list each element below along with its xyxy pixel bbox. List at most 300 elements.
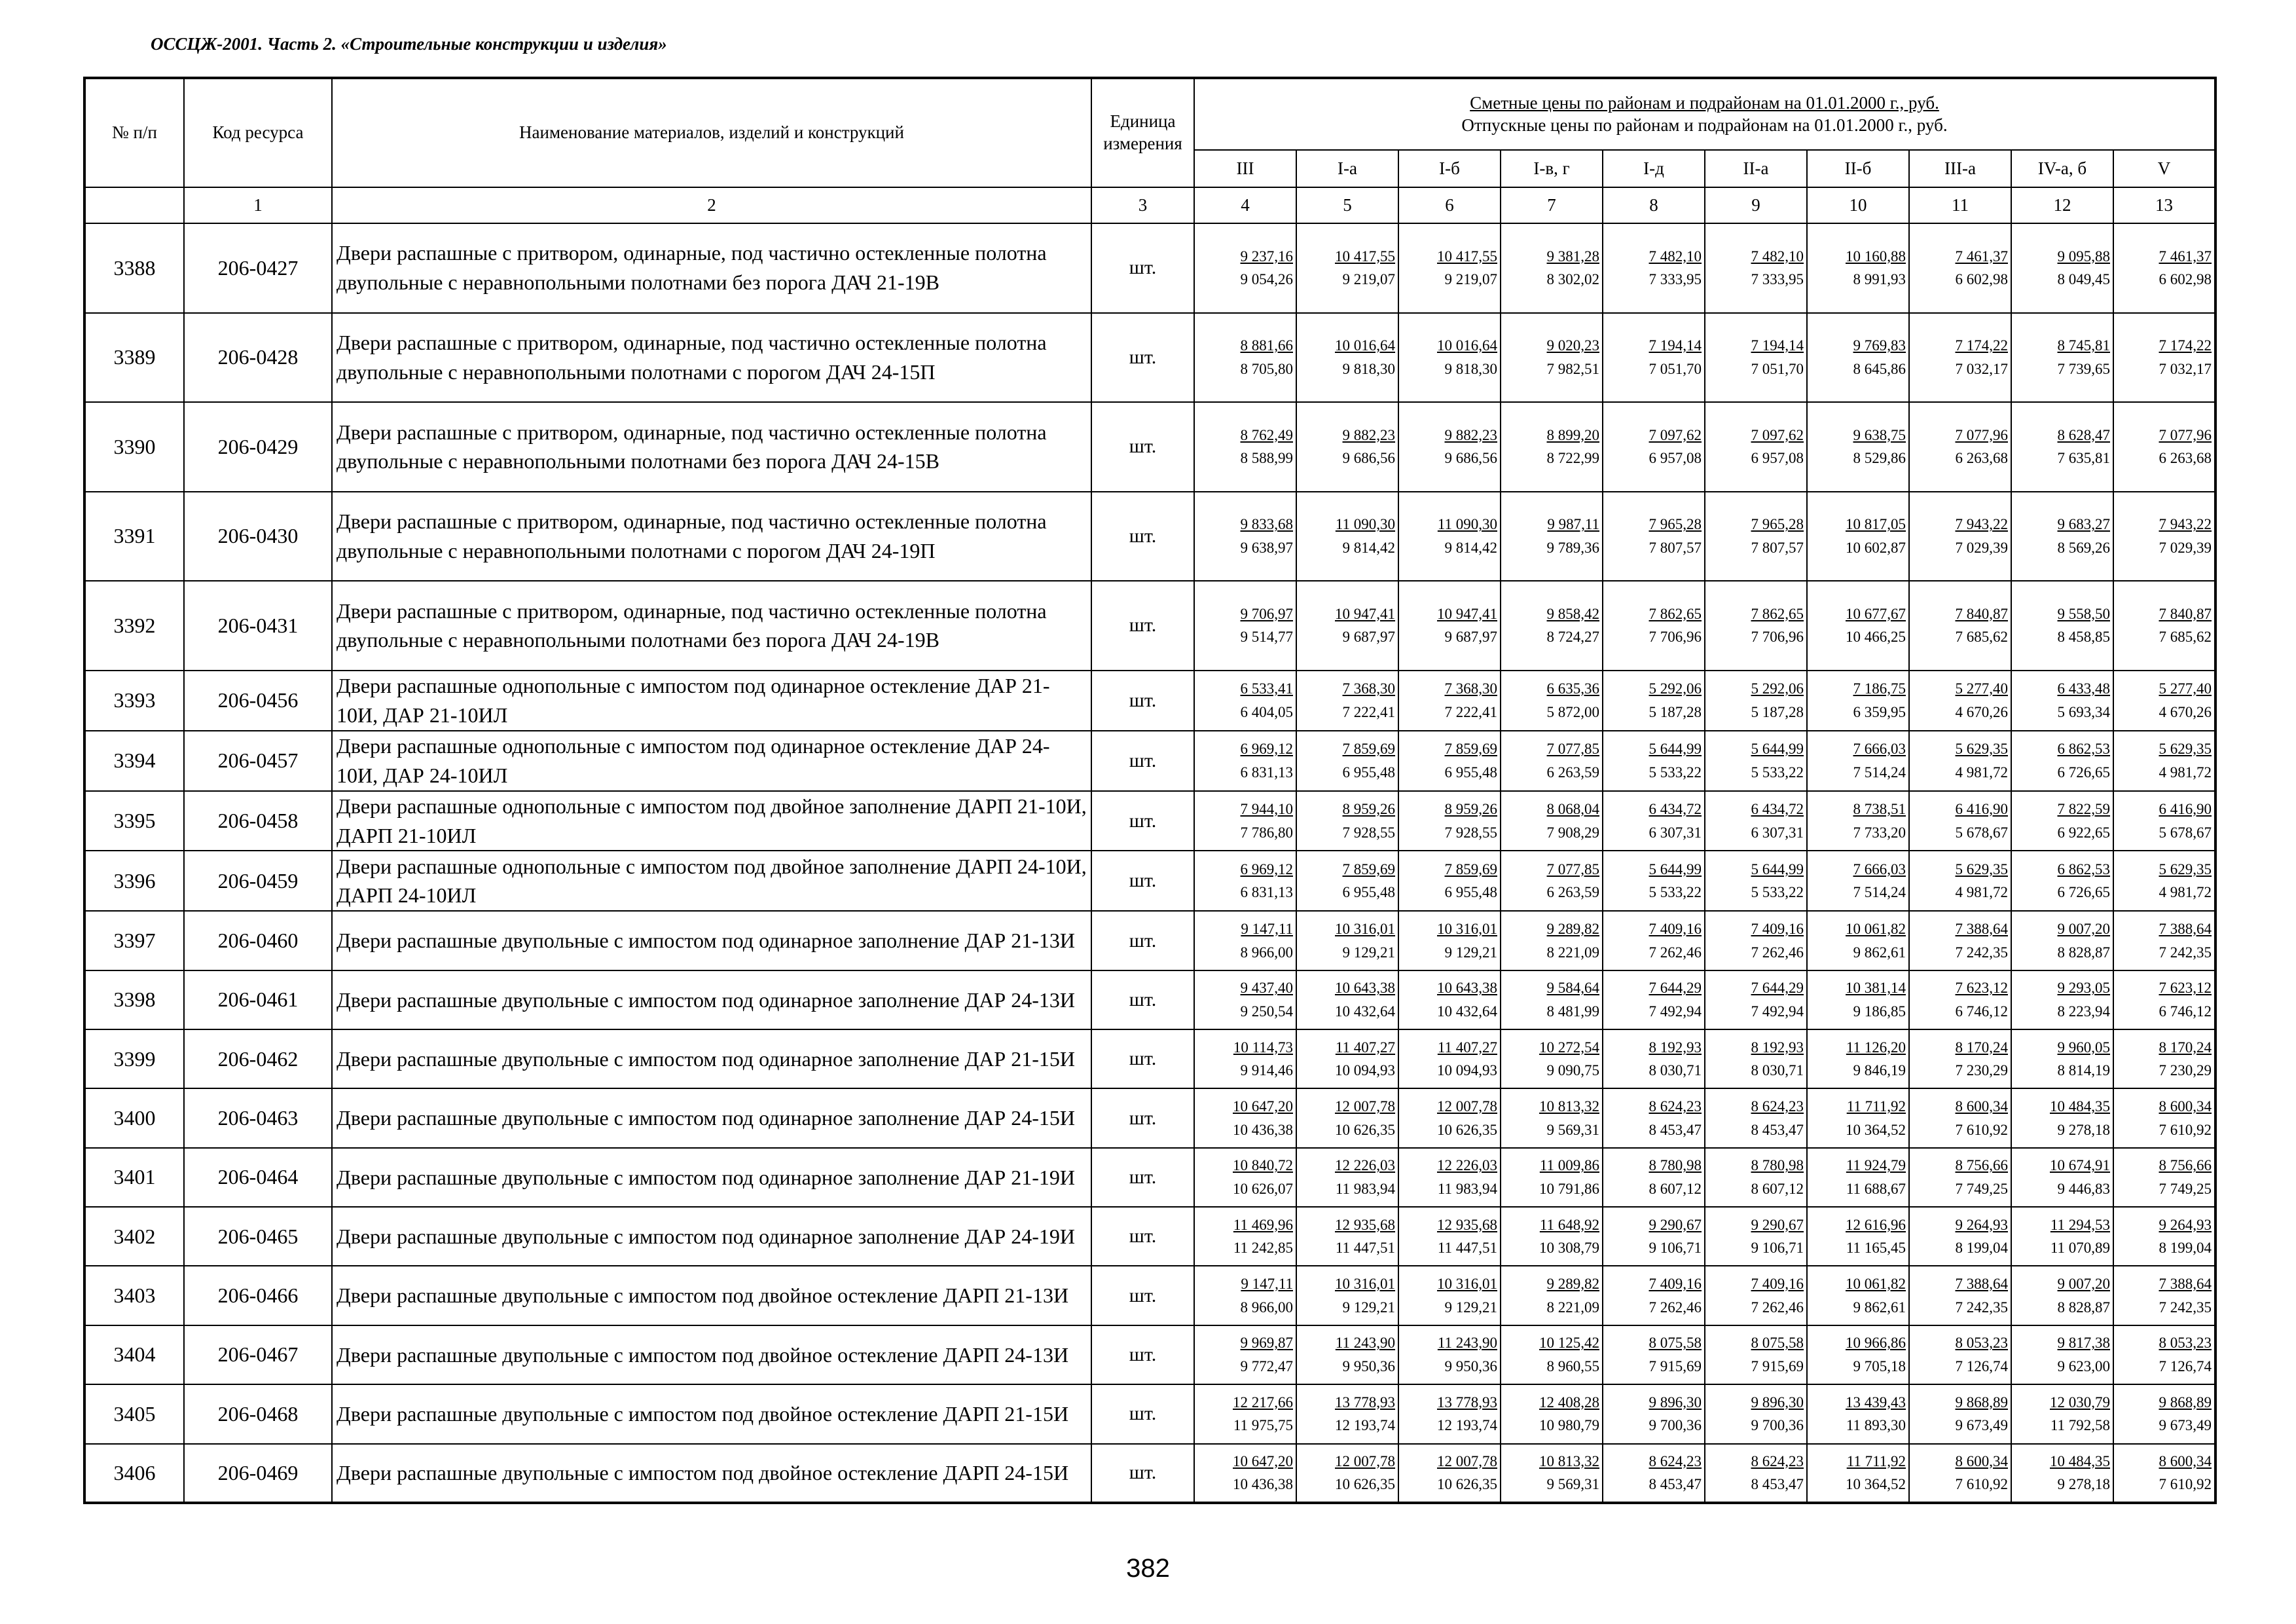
region-header: I-д xyxy=(1603,150,1705,187)
price-cell xyxy=(1194,1148,1296,1207)
resource-code: 206-0464 xyxy=(184,1148,332,1207)
estimate-price: 9 264,93 xyxy=(1955,1216,2008,1233)
estimate-price: 6 635,36 xyxy=(1546,680,1599,697)
release-price: 7 333,95 xyxy=(1751,271,1804,288)
price-cell xyxy=(2113,1325,2215,1384)
estimate-price: 7 077,96 xyxy=(2159,426,2212,443)
estimate-price: 9 147,11 xyxy=(1241,1276,1293,1292)
unit-of-measure: шт. xyxy=(1091,851,1194,911)
estimate-price: 9 290,67 xyxy=(1751,1216,1804,1233)
estimate-price: 12 217,66 xyxy=(1233,1393,1293,1411)
price-cell xyxy=(1705,1029,1807,1088)
release-price: 4 981,72 xyxy=(1955,764,2008,781)
release-price: 5 678,67 xyxy=(1955,824,2008,841)
price-cell xyxy=(1398,1207,1501,1266)
item-name: Двери распашные двупольные с импостом под одинарное заполнение ДАР 21-13И xyxy=(332,911,1091,970)
release-price: 9 054,26 xyxy=(1240,271,1293,288)
release-price: 8 453,47 xyxy=(1751,1476,1804,1493)
price-cell xyxy=(1501,1384,1603,1443)
header-prices xyxy=(1194,78,2215,150)
price-cell xyxy=(1296,1029,1398,1088)
release-price: 9 814,42 xyxy=(1342,539,1395,556)
estimate-price: 6 434,72 xyxy=(1751,800,1804,817)
estimate-price: 10 272,54 xyxy=(1539,1039,1599,1056)
price-cell xyxy=(1194,1325,1296,1384)
estimate-price: 9 020,23 xyxy=(1546,337,1599,354)
estimate-price: 10 674,91 xyxy=(2050,1157,2110,1174)
unit-of-measure: шт. xyxy=(1091,970,1194,1029)
release-price: 7 126,74 xyxy=(2159,1357,2212,1375)
price-cell xyxy=(2011,911,2113,970)
release-price: 7 786,80 xyxy=(1240,824,1293,841)
price-cell xyxy=(1705,970,1807,1029)
unit-of-measure: шт. xyxy=(1091,223,1194,313)
estimate-price: 7 840,87 xyxy=(2159,605,2212,622)
table-row xyxy=(84,671,2215,731)
estimate-price: 5 644,99 xyxy=(1751,860,1804,877)
release-price: 9 129,21 xyxy=(1444,1299,1497,1316)
estimate-price: 8 624,23 xyxy=(1649,1452,1702,1469)
estimate-price: 7 388,64 xyxy=(1955,1276,2008,1292)
price-cell xyxy=(1909,492,2011,581)
price-cell xyxy=(1501,1444,1603,1504)
price-cell xyxy=(1909,402,2011,492)
release-price: 5 872,00 xyxy=(1546,703,1599,720)
release-price: 7 928,55 xyxy=(1444,824,1497,841)
price-cell xyxy=(1603,1207,1705,1266)
table-row xyxy=(84,851,2215,911)
price-cell xyxy=(1296,402,1398,492)
estimate-price: 7 482,10 xyxy=(1649,248,1702,265)
item-name: Двери распашные двупольные с импостом под двойное остекление ДАРП 21-13И xyxy=(332,1266,1091,1325)
price-cell xyxy=(1603,1029,1705,1088)
price-cell xyxy=(2113,1029,2215,1088)
estimate-price: 10 417,55 xyxy=(1437,248,1497,265)
estimate-price: 5 292,06 xyxy=(1649,680,1702,697)
price-cell xyxy=(1296,671,1398,731)
price-cell xyxy=(1398,492,1501,581)
row-number: 3403 xyxy=(84,1266,184,1325)
price-cell xyxy=(1501,1148,1603,1207)
release-price: 7 610,92 xyxy=(1955,1121,2008,1138)
estimate-price: 10 061,82 xyxy=(1846,1276,1906,1292)
resource-code: 206-0427 xyxy=(184,223,332,313)
table-row xyxy=(84,731,2215,791)
estimate-price: 8 068,04 xyxy=(1546,800,1599,817)
estimate-price: 7 409,16 xyxy=(1649,1276,1702,1292)
estimate-price: 9 290,67 xyxy=(1649,1216,1702,1233)
price-cell xyxy=(1296,1266,1398,1325)
price-cell xyxy=(1909,1444,2011,1504)
release-price: 7 029,39 xyxy=(1955,539,2008,556)
release-price: 7 051,70 xyxy=(1649,360,1702,377)
price-cell xyxy=(1603,223,1705,313)
resource-code: 206-0465 xyxy=(184,1207,332,1266)
estimate-price: 9 007,20 xyxy=(2057,1276,2110,1292)
header-name: Наименование материалов, изделий и конструкций xyxy=(332,78,1091,187)
release-price: 6 307,31 xyxy=(1751,824,1804,841)
release-price: 6 263,59 xyxy=(1546,764,1599,781)
release-price: 8 828,87 xyxy=(2057,944,2110,961)
estimate-price: 7 388,64 xyxy=(2159,920,2212,937)
estimate-price: 10 643,38 xyxy=(1335,980,1395,997)
row-number: 3389 xyxy=(84,313,184,403)
release-price: 8 221,09 xyxy=(1546,1299,1599,1316)
region-header: III xyxy=(1194,150,1296,187)
release-price: 7 706,96 xyxy=(1751,629,1804,646)
region-header: I-а xyxy=(1296,150,1398,187)
release-price: 7 915,69 xyxy=(1649,1357,1702,1375)
release-price: 4 670,26 xyxy=(1955,703,2008,720)
item-name: Двери распашные с притвором, одинарные, под частично остекленные полотна двупольные с неравнопольными полотнами с порогом ДАЧ 24-15П xyxy=(332,313,1091,403)
release-price: 9 862,61 xyxy=(1853,944,1906,961)
estimate-price: 7 965,28 xyxy=(1751,516,1804,533)
release-price: 7 928,55 xyxy=(1342,824,1395,841)
resource-code: 206-0431 xyxy=(184,581,332,671)
release-price: 7 610,92 xyxy=(2159,1476,2212,1493)
price-cell xyxy=(1296,1088,1398,1147)
resource-code: 206-0429 xyxy=(184,402,332,492)
estimate-price: 10 160,88 xyxy=(1846,248,1906,265)
price-cell xyxy=(1501,1207,1603,1266)
release-price: 10 626,35 xyxy=(1437,1476,1497,1493)
estimate-price: 11 648,92 xyxy=(1539,1216,1599,1233)
price-cell xyxy=(1807,1148,1909,1207)
estimate-price: 8 170,24 xyxy=(1955,1039,2008,1056)
estimate-price: 9 769,83 xyxy=(1853,337,1906,354)
price-cell xyxy=(1501,1325,1603,1384)
table-row xyxy=(84,1029,2215,1088)
estimate-price: 12 007,78 xyxy=(1335,1452,1395,1469)
release-price: 9 687,97 xyxy=(1342,629,1395,646)
release-price: 9 219,07 xyxy=(1444,271,1497,288)
estimate-price: 9 882,23 xyxy=(1444,426,1497,443)
estimate-price: 10 647,20 xyxy=(1233,1098,1293,1115)
release-price: 9 818,30 xyxy=(1444,360,1497,377)
release-price: 9 846,19 xyxy=(1853,1062,1906,1079)
price-cell xyxy=(1603,581,1705,671)
release-price: 7 514,24 xyxy=(1853,884,1906,901)
unit-of-measure: шт. xyxy=(1091,313,1194,403)
release-price: 7 908,29 xyxy=(1546,824,1599,841)
row-number: 3393 xyxy=(84,671,184,731)
release-price: 6 602,98 xyxy=(1955,271,2008,288)
estimate-price: 8 628,47 xyxy=(2057,426,2110,443)
row-number: 3388 xyxy=(84,223,184,313)
price-cell xyxy=(1501,970,1603,1029)
resource-code: 206-0460 xyxy=(184,911,332,970)
release-price: 10 626,35 xyxy=(1335,1476,1395,1493)
release-price: 10 432,64 xyxy=(1437,1003,1497,1020)
release-price: 5 187,28 xyxy=(1649,703,1702,720)
prices-title: Сметные цены по районам и подрайонам на 01.01.2000 г., руб. xyxy=(1470,92,1939,113)
release-price: 9 638,97 xyxy=(1240,539,1293,556)
release-price: 6 957,08 xyxy=(1649,450,1702,467)
release-price: 8 960,55 xyxy=(1546,1357,1599,1375)
release-price: 8 302,02 xyxy=(1546,271,1599,288)
release-price: 8 724,27 xyxy=(1546,629,1599,646)
item-name: Двери распашные с притвором, одинарные, под частично остекленные полотна двупольные с неравнопольными полотнами без порога ДАЧ 24-19В xyxy=(332,581,1091,671)
release-price: 9 219,07 xyxy=(1342,271,1395,288)
price-cell xyxy=(1705,731,1807,791)
estimate-price: 11 009,86 xyxy=(1539,1157,1599,1174)
price-cell xyxy=(1807,911,1909,970)
estimate-price: 5 629,35 xyxy=(1955,860,2008,877)
release-price: 6 263,68 xyxy=(2159,450,2212,467)
price-cell xyxy=(1501,1029,1603,1088)
price-cell xyxy=(2011,851,2113,911)
estimate-price: 8 075,58 xyxy=(1649,1335,1702,1352)
item-name: Двери распашные с притвором, одинарные, под частично остекленные полотна двупольные с неравнопольными полотнами без порога ДАЧ 24-15В xyxy=(332,402,1091,492)
estimate-price: 7 174,22 xyxy=(2159,337,2212,354)
price-cell xyxy=(1194,1266,1296,1325)
estimate-price: 9 833,68 xyxy=(1240,516,1293,533)
release-price: 9 814,42 xyxy=(1444,539,1497,556)
release-price: 8 030,71 xyxy=(1649,1062,1702,1079)
price-cell xyxy=(1909,1266,2011,1325)
estimate-price: 5 277,40 xyxy=(2159,680,2212,697)
release-price: 5 533,22 xyxy=(1649,764,1702,781)
release-price: 9 700,36 xyxy=(1649,1417,1702,1434)
estimate-price: 10 647,20 xyxy=(1233,1452,1293,1469)
region-header: I-б xyxy=(1398,150,1501,187)
price-cell xyxy=(1603,911,1705,970)
release-price: 9 514,77 xyxy=(1240,629,1293,646)
region-header: V xyxy=(2113,150,2215,187)
price-cell xyxy=(1603,1148,1705,1207)
price-cell xyxy=(1909,1207,2011,1266)
estimate-price: 7 482,10 xyxy=(1751,248,1804,265)
price-cell xyxy=(1296,851,1398,911)
release-price: 11 792,58 xyxy=(2050,1417,2110,1434)
estimate-price: 10 813,32 xyxy=(1539,1098,1599,1115)
price-cell xyxy=(2113,581,2215,671)
release-price: 7 492,94 xyxy=(1649,1003,1702,1020)
estimate-price: 7 461,37 xyxy=(2159,248,2212,265)
price-cell xyxy=(1501,492,1603,581)
price-cell xyxy=(1705,313,1807,403)
release-price: 10 094,93 xyxy=(1335,1062,1395,1079)
release-price: 7 749,25 xyxy=(2159,1180,2212,1197)
estimate-price: 7 409,16 xyxy=(1751,920,1804,937)
price-cell xyxy=(2011,223,2113,313)
estimate-price: 7 943,22 xyxy=(1955,516,2008,533)
release-price: 9 700,36 xyxy=(1751,1417,1804,1434)
release-price: 7 222,41 xyxy=(1444,703,1497,720)
estimate-price: 8 053,23 xyxy=(2159,1335,2212,1352)
estimate-price: 8 756,66 xyxy=(2159,1157,2212,1174)
unit-of-measure: шт. xyxy=(1091,1088,1194,1147)
price-cell xyxy=(1501,791,1603,851)
page-number: 382 xyxy=(1126,1554,1170,1583)
table-row xyxy=(84,791,2215,851)
estimate-price: 8 192,93 xyxy=(1751,1039,1804,1056)
column-number: 4 xyxy=(1194,187,1296,223)
price-cell xyxy=(1705,1088,1807,1147)
price-cell xyxy=(1603,313,1705,403)
resource-code: 206-0461 xyxy=(184,970,332,1029)
release-price: 10 791,86 xyxy=(1539,1180,1599,1197)
row-number: 3398 xyxy=(84,970,184,1029)
release-price: 7 739,65 xyxy=(2057,360,2110,377)
estimate-price: 7 965,28 xyxy=(1649,516,1702,533)
column-number: 2 xyxy=(332,187,1091,223)
column-number: 7 xyxy=(1501,187,1603,223)
estimate-price: 7 368,30 xyxy=(1342,680,1395,697)
price-cell xyxy=(1501,731,1603,791)
estimate-price: 10 316,01 xyxy=(1335,920,1395,937)
price-cell xyxy=(1398,970,1501,1029)
price-cell xyxy=(1807,1384,1909,1443)
estimate-price: 8 959,26 xyxy=(1444,800,1497,817)
row-number: 3392 xyxy=(84,581,184,671)
estimate-price: 10 016,64 xyxy=(1437,337,1497,354)
estimate-price: 7 174,22 xyxy=(1955,337,2008,354)
estimate-price: 9 868,89 xyxy=(2159,1393,2212,1411)
release-price: 8 481,99 xyxy=(1546,1003,1599,1020)
price-cell xyxy=(1194,1088,1296,1147)
release-price: 8 221,09 xyxy=(1546,944,1599,961)
release-price: 7 807,57 xyxy=(1751,539,1804,556)
estimate-price: 8 600,34 xyxy=(2159,1452,2212,1469)
release-price: 9 673,49 xyxy=(1955,1417,2008,1434)
column-number: 6 xyxy=(1398,187,1501,223)
estimate-price: 7 194,14 xyxy=(1751,337,1804,354)
release-price: 5 678,67 xyxy=(2159,824,2212,841)
estimate-price: 10 016,64 xyxy=(1335,337,1395,354)
estimate-price: 10 947,41 xyxy=(1335,605,1395,622)
estimate-price: 12 226,03 xyxy=(1437,1157,1497,1174)
release-price: 7 222,41 xyxy=(1342,703,1395,720)
release-price: 9 278,18 xyxy=(2057,1121,2110,1138)
release-price: 8 199,04 xyxy=(2159,1240,2212,1257)
release-price: 8 705,80 xyxy=(1240,360,1293,377)
release-price: 8 588,99 xyxy=(1240,450,1293,467)
release-price: 4 981,72 xyxy=(2159,884,2212,901)
price-cell xyxy=(1705,1384,1807,1443)
release-price: 7 262,46 xyxy=(1649,1299,1702,1316)
estimate-price: 11 243,90 xyxy=(1437,1335,1497,1352)
estimate-price: 13 778,93 xyxy=(1335,1393,1395,1411)
release-price: 7 610,92 xyxy=(2159,1121,2212,1138)
estimate-price: 9 289,82 xyxy=(1546,920,1599,937)
item-name: Двери распашные двупольные с импостом под двойное остекление ДАРП 24-13И xyxy=(332,1325,1091,1384)
price-cell xyxy=(1807,851,1909,911)
release-price: 6 955,48 xyxy=(1444,884,1497,901)
estimate-price: 10 947,41 xyxy=(1437,605,1497,622)
table-row xyxy=(84,1148,2215,1207)
release-price: 11 447,51 xyxy=(1437,1240,1497,1257)
price-cell xyxy=(1398,1148,1501,1207)
price-cell xyxy=(2113,731,2215,791)
price-cell xyxy=(1705,1148,1807,1207)
price-cell xyxy=(1705,1266,1807,1325)
price-cell xyxy=(1194,791,1296,851)
release-price: 6 955,48 xyxy=(1342,884,1395,901)
price-cell xyxy=(2113,402,2215,492)
region-header: II-а xyxy=(1705,150,1807,187)
price-cell xyxy=(2113,671,2215,731)
release-price: 8 607,12 xyxy=(1751,1180,1804,1197)
estimate-price: 8 170,24 xyxy=(2159,1039,2212,1056)
release-price: 8 991,93 xyxy=(1853,271,1906,288)
price-cell xyxy=(1296,1444,1398,1504)
price-cell xyxy=(1296,223,1398,313)
price-table xyxy=(83,77,2217,1504)
price-cell xyxy=(1398,1266,1501,1325)
price-cell xyxy=(1194,1384,1296,1443)
price-cell xyxy=(1807,1029,1909,1088)
price-cell xyxy=(1398,791,1501,851)
estimate-price: 10 125,42 xyxy=(1539,1335,1599,1352)
estimate-price: 7 859,69 xyxy=(1444,740,1497,757)
price-cell xyxy=(1603,492,1705,581)
table-row xyxy=(84,1325,2215,1384)
release-price: 9 914,46 xyxy=(1240,1062,1293,1079)
price-cell xyxy=(1603,851,1705,911)
release-price: 6 955,48 xyxy=(1444,764,1497,781)
estimate-price: 7 388,64 xyxy=(2159,1276,2212,1292)
unit-of-measure: шт. xyxy=(1091,1444,1194,1504)
unit-of-measure: шт. xyxy=(1091,581,1194,671)
estimate-price: 10 061,82 xyxy=(1846,920,1906,937)
price-cell xyxy=(1807,1266,1909,1325)
price-cell xyxy=(1909,223,2011,313)
price-cell xyxy=(1807,313,1909,403)
estimate-price: 10 643,38 xyxy=(1437,980,1497,997)
price-cell xyxy=(1398,731,1501,791)
price-cell xyxy=(2011,492,2113,581)
release-price: 8 223,94 xyxy=(2057,1003,2110,1020)
release-price: 11 893,30 xyxy=(1846,1417,1906,1434)
release-price: 6 307,31 xyxy=(1649,824,1702,841)
release-price: 6 922,65 xyxy=(2057,824,2110,841)
estimate-price: 7 623,12 xyxy=(2159,980,2212,997)
estimate-price: 9 381,28 xyxy=(1546,248,1599,265)
release-price: 6 726,65 xyxy=(2057,764,2110,781)
estimate-price: 9 237,16 xyxy=(1240,248,1293,265)
estimate-price: 9 289,82 xyxy=(1546,1276,1599,1292)
prices-subtitle: Отпускные цены по районам и подрайонам на 01.01.2000 г., руб. xyxy=(1461,115,1948,135)
estimate-price: 9 437,40 xyxy=(1240,980,1293,997)
region-header: IV-а, б xyxy=(2011,150,2113,187)
estimate-price: 7 623,12 xyxy=(1955,980,2008,997)
row-number: 3390 xyxy=(84,402,184,492)
estimate-price: 7 859,69 xyxy=(1444,860,1497,877)
release-price: 8 966,00 xyxy=(1240,944,1293,961)
price-cell xyxy=(1501,911,1603,970)
price-cell xyxy=(2113,1207,2215,1266)
estimate-price: 10 316,01 xyxy=(1437,1276,1497,1292)
price-cell xyxy=(1807,223,1909,313)
table-row xyxy=(84,1207,2215,1266)
estimate-price: 9 896,30 xyxy=(1649,1393,1702,1411)
estimate-price: 7 859,69 xyxy=(1342,860,1395,877)
release-price: 9 772,47 xyxy=(1240,1357,1293,1375)
price-cell xyxy=(1296,731,1398,791)
resource-code: 206-0466 xyxy=(184,1266,332,1325)
item-name: Двери распашные однопольные с импостом под двойное заполнение ДАРП 21-10И, ДАРП 21-10ИЛ xyxy=(332,791,1091,851)
estimate-price: 8 881,66 xyxy=(1240,337,1293,354)
release-price: 9 106,71 xyxy=(1751,1240,1804,1257)
item-name: Двери распашные однопольные с импостом под двойное заполнение ДАРП 24-10И, ДАРП 24-10ИЛ xyxy=(332,851,1091,911)
estimate-price: 8 624,23 xyxy=(1751,1452,1804,1469)
release-price: 4 981,72 xyxy=(1955,884,2008,901)
estimate-price: 9 987,11 xyxy=(1547,516,1599,533)
estimate-price: 9 264,93 xyxy=(2159,1216,2212,1233)
estimate-price: 7 840,87 xyxy=(1955,605,2008,622)
release-price: 12 193,74 xyxy=(1437,1417,1497,1434)
